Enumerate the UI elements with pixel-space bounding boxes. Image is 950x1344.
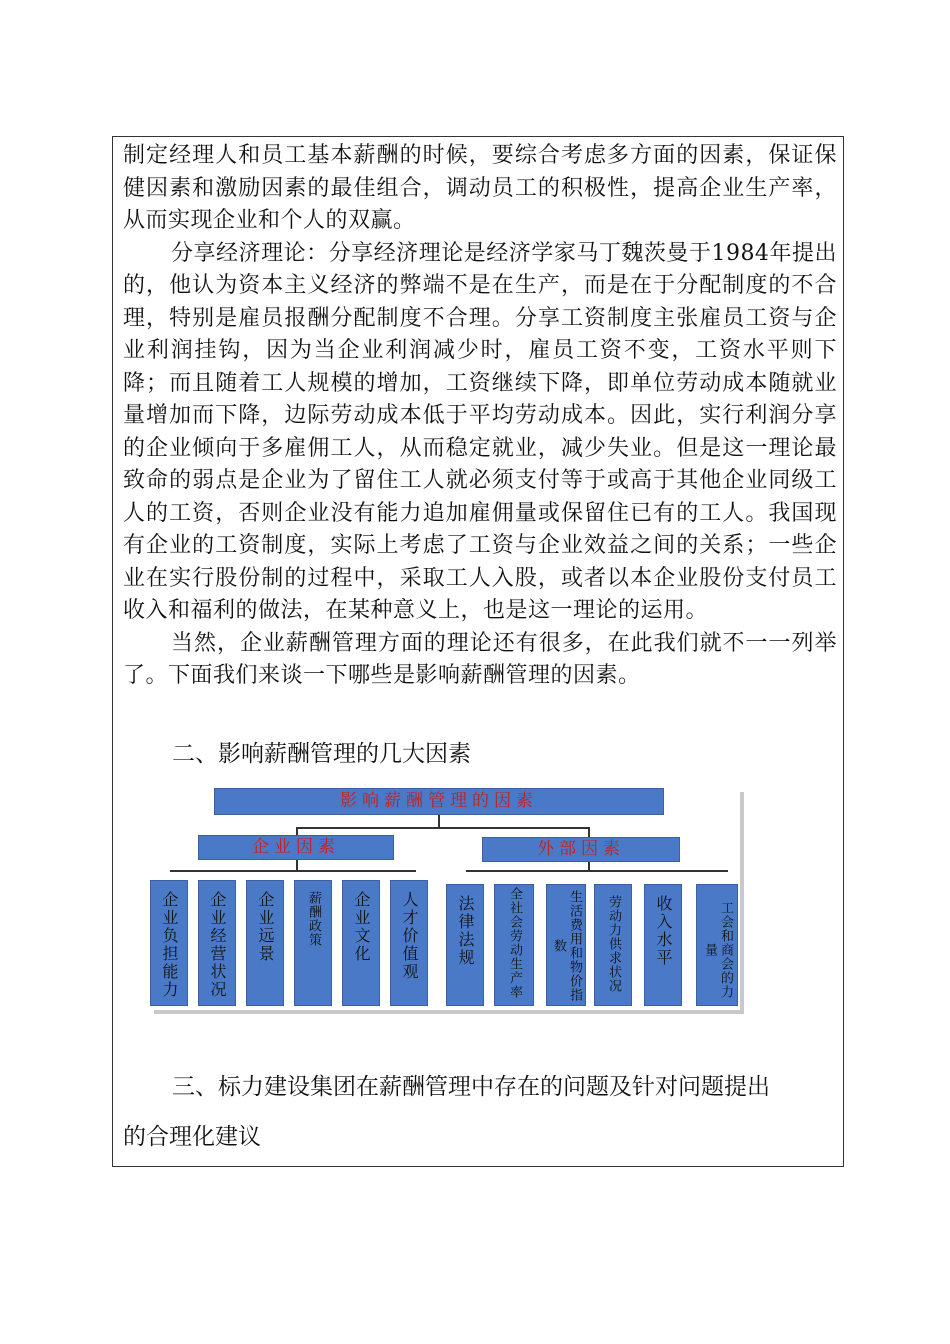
factor-box — [390, 880, 428, 1006]
factor-diagram — [148, 786, 744, 1014]
factor-box — [696, 884, 738, 1006]
factor-box — [446, 884, 484, 1006]
factor-label: 企业负担能力 — [160, 891, 179, 999]
connector — [170, 870, 416, 872]
factor-label: 生活费用和物价指数 — [551, 890, 582, 1002]
group-box-internal — [198, 835, 394, 860]
factor-box — [246, 880, 284, 1006]
section-heading-2: 二、影响薪酬管理的几大因素 — [172, 741, 471, 767]
diagram-shadow-bottom — [154, 1010, 744, 1014]
connector — [296, 860, 298, 870]
group-label-external: 外部因素 — [537, 839, 625, 859]
factor-label: 人才价值观 — [400, 891, 419, 981]
factor-label: 全社会劳动生产率 — [507, 887, 522, 999]
paragraph-2: 分享经济理论：分享经济理论是经济学家马丁魏茨曼于1984年提出的，他认为资本主义经济的弊端不是在生产，而是在于分配制度的不合理，特别是雇员报酬分配制度不合理。分享工资制度主张雇员工资与企业利润挂钩，因为当企业利润减少时，雇员工资不变，工资水平则下降；而且随着工人规模的增加，工资继续下降，即单位劳动成本随就业量增加而下降，边际劳动成本低于平均劳动成本。因此，实行利润分享的企业倾向于多雇佣工人，从而稳定就业，减少失业。但是这一理论最致命的弱点是企业为了留住工人就必须支付等于或高于其他企业同级工人的工资，否则企业没有能力追加雇佣量或保留住已有的工人。我国现有企业的工资制度，实际上考虑了工资与企业效益之间的关系；一些企业在实行股份制的过程中，采取工人入股，或者以本企业股份支付员工收入和福利的做法，在某种意义上，也是这一理论的运用。 — [123, 240, 837, 623]
root-label: 影响薪酬管理的因素 — [340, 791, 538, 811]
factor-box — [150, 880, 188, 1006]
connector — [588, 862, 590, 870]
factor-label: 企业远景 — [256, 891, 275, 963]
root-box — [214, 788, 664, 815]
group-label-internal: 企业因素 — [252, 837, 340, 857]
factor-label: 收入水平 — [654, 895, 673, 967]
paragraph-3: 当然，企业薪酬管理方面的理论还有很多，在此我们就不一一列举了。下面我们来谈一下哪些是影响薪酬管理的因素。 — [123, 630, 837, 688]
factor-label: 法律法规 — [456, 895, 475, 967]
factor-box — [546, 884, 586, 1006]
connector — [438, 814, 440, 828]
paragraph-1: 制定经理人和员工基本薪酬的时候，要综合考虑多方面的因素，保证保健因素和激励因素的最佳组合，调动员工的积极性，提高企业生产率， 从而实现企业和个人的双赢。 — [123, 143, 837, 233]
group-box-external — [482, 837, 680, 862]
factor-box — [594, 884, 632, 1006]
factor-label: 企业经营状况 — [208, 891, 227, 999]
factor-label: 工会和商会的力量 — [702, 901, 733, 999]
factor-box — [342, 880, 380, 1006]
factor-box — [644, 884, 682, 1006]
factor-box — [494, 884, 534, 1006]
section-heading-3-cont: 的合理化建议 — [123, 1124, 261, 1150]
factor-label: 劳动力供求状况 — [606, 895, 621, 993]
factor-box — [198, 880, 236, 1006]
factor-box — [294, 880, 332, 1006]
body-text — [123, 140, 837, 693]
section-heading-3: 三、标力建设集团在薪酬管理中存在的问题及针对问题提出 — [172, 1074, 770, 1100]
factor-label: 薪酬政策 — [306, 891, 321, 947]
connector — [466, 870, 728, 872]
connector — [588, 827, 590, 837]
diagram-shadow-right — [740, 792, 744, 1012]
connector — [296, 827, 588, 829]
factor-label: 企业文化 — [352, 891, 371, 963]
